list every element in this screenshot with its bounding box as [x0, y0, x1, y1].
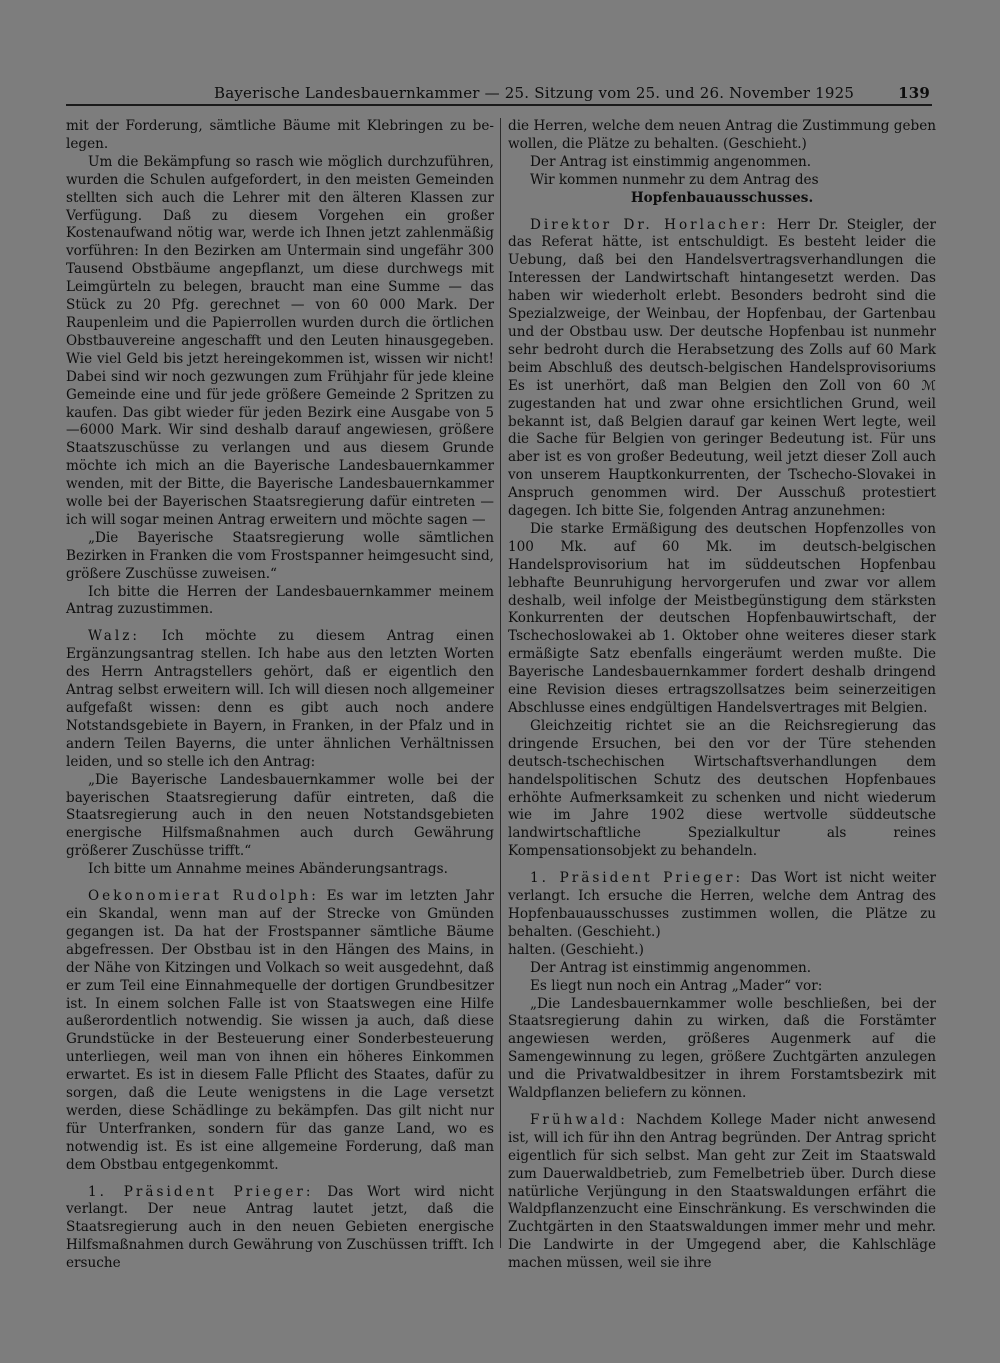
speech-walz — [66, 628, 494, 771]
speaker-name: 1. Präsident Prieger: — [88, 1183, 314, 1200]
running-header — [200, 84, 930, 106]
paragraph: Der Antrag ist einstimmig angenommen. — [530, 153, 812, 170]
speaker-name: Walz: — [88, 628, 140, 645]
quoted-motion: „Die Landesbauernkammer wolle beschließen, bei der Staatsregierung dahin zu wirken, daß die Forstämter angewiesen werden, größeres Augenmerk auf die Samengewinnung zu legen, größere Zuchtgärten anzulegen und die Privatwaldbesitzer in ihrem Forstamtsbezirk mit Waldpflanzen beliefern zu können. — [508, 995, 936, 1102]
paragraph: halten. (Geschieht.) — [508, 941, 644, 958]
left-column — [66, 118, 494, 1273]
page-number: 139 — [898, 84, 930, 102]
right-column — [508, 118, 936, 1273]
section-heading: Hopfenbauausschusses. — [630, 189, 814, 206]
speaker-name: Direktor Dr. Horlacher: — [530, 216, 769, 233]
header-rule — [66, 104, 932, 106]
speech-horlacher — [508, 217, 936, 521]
speaker-name: Oekonomierat Rudolph: — [88, 888, 319, 905]
paragraph: Der Antrag ist einstimmig angenommen. — [530, 959, 812, 976]
speech-text: Nachdem Kollege Mader nicht anwesend ist, will ich für ihn den Antrag begründen. Der Antrag spricht eigentlich für sich selbst. Man geht zur Zeit im Staatswald zum Dauerwaldbetrieb, zum Femelbetrieb über. Durch diese natürliche Verjüngung in den Staatswaldungen erfährt die Waldpflanzenzucht eine Einschränkung. Es verschwinden die Zuchtgärten in den Staatswaldungen immer mehr und mehr. Die Landwirte in der Umgegend aber, die Kahlschläge machen müssen, weil sie ihre — [508, 1111, 937, 1272]
quoted-motion: Gleichzeitig richtet sie an die Reichsregierung das dringende Ersuchen, bei den vor der Türe stehenden deutsch-tschechischen Wirtschaftsverhandlungen dem handelspolitischen Schutz des deutschen Hopfenbaues erhöhte Aufmerksamkeit zu schenken und nicht wiederum wie im Jahre 1902 diese wertvolle süddeutsche landwirtschaftliche Spezialkultur als reines Kompensationsobjekt zu behandeln. — [508, 717, 936, 860]
speaker-name: 1. Präsident Prieger: — [530, 870, 744, 887]
quoted-motion: „Die Bayerische Landesbauernkammer wolle bei der bayerischen Staatsregierung dafür eintreten, daß die Staatsregierung auch in den neuen Notstandsgebieten energische Hilfsmaßnahmen auch durch Gewährung größerer Zuschüsse trifft.“ — [66, 771, 494, 860]
paragraph: die Herren, welche dem neuen Antrag die Zustimmung geben wollen, die Plätze zu behalten. (Geschieht.) — [508, 118, 936, 152]
speech-text: Das Wort wird nicht verlangt. Der neue Antrag lautet jetzt, daß die Staatsregierung auch in den neuen Gebieten energische Hilfsmaßnahmen durch Gewährung von Zuschüssen trifft. Ich ersuche — [66, 1183, 494, 1272]
paragraph: Ich bitte die Herren der Landesbauernkammer meinem Antrag zuzustimmen. — [66, 583, 494, 618]
speech-prieger — [66, 1184, 494, 1274]
speech-text: Herr Dr. Steigler, der das Referat hätte, ist entschuldigt. Es besteht leider die Uebung, daß bei den Handelsvertragsverhandlungen die Interessen der Landwirtschaft hintangesetzt werden. Das haben wir wiederholt erlebt. Besonders bedroht sind die Spezialzweige, der Weinbau, der Hopfenbau, der Gartenbau und der Obstbau usw. Der deutsche Hopfenbau ist nunmehr sehr bedroht durch die Herabsetzung des Zolls auf 60 Mark beim Abschluß des deutsch-belgischen Handelsprovisoriums Es ist unerhört, daß man Belgien den Zoll von 60 ℳ zugestanden hat und zwar ohne ersichtlichen Grund, weil bekannt ist, daß Belgien darauf gar keinen Wert legte, weil die Sache für Belgien von geringer Bedeutung ist. Für uns aber ist es von großer Bedeutung, weil jetzt dieser Zoll auch von unserem Hauptkonkurrenten, der Tschecho-Slovakei in Anspruch genommen wird. Der Ausschuß protestiert dagegen. Ich bitte Sie, folgenden Antrag anzunehmen: — [508, 216, 936, 520]
quoted-motion: „Die Bayerische Staatsregierung wolle sämtlichen Bezirken in Franken die vom Frostspanner heimgesucht sind, größere Zuschüsse zuweisen.“ — [66, 529, 494, 582]
header-title: Bayerische Landesbauernkammer — 25. Sitzung vom 25. und 26. November 1925 — [214, 84, 855, 102]
speech-text: Es war im letzten Jahr ein Skandal, wenn man auf der Strecke von Gmünden gegangen ist. Da hat der Frostspanner sämtliche Bäume abgefressen. Der Obstbau ist in den Hängen des Mains, in der Nähe von Kitzingen und Volkach so weit ausgedehnt, daß er zum Teil eine Einnahmequelle der dortigen Grundbesitzer ist. In einem solchen Falle ist von Staatswegen eine Hilfe außerordentlich notwendig. Sie wissen ja auch, daß diese Grundstücke in der Besteuerung einer Sonderbesteuerung unterliegen, weil man von ihnen ein höheres Einkommen erwartet. Es ist in diesem Falle Pflicht des Staates, dafür zu sorgen, daß die Leute wenigstens in die Lage versetzt werden, diese Schädlinge zu bekämpfen. Das gilt nicht nur für Unterfranken, sondern für das ganze Land, wo es notwendig ist. Es ist eine allgemeine Forderung, daß man dem Obstbau entgegenkommt. — [66, 888, 494, 1173]
speech-text: Ich möchte zu diesem Antrag einen Ergänzungsantrag stellen. Ich habe aus den letzten Worten des Herrn Antragstellers gehört, daß er eigentlich den Antrag selbst erweitern will. Ich will diesen noch allgemeiner aufgefaßt wissen: denn es gibt auch noch andere Notstandsgebiete in Bayern, in Franken, in der Pfalz und in andern Teilen Bayerns, die unter ähnlichen Verhältnissen leiden, und so stelle ich den Antrag: — [66, 628, 494, 770]
quoted-motion: Die starke Ermäßigung des deutschen Hopfenzolles von 100 Mk. auf 60 Mk. im deutsch-belgischen Handelsprovisorium hat im süddeutschen Hopfenbau lebhafte Beunruhigung hervorgerufen und zwar vor allem deshalb, weil infolge der Meistbegünstigung dem stärksten Konkurrenten der deutschen Hopfenbauwirtschaft, der Tschechoslowakei ab 1. Oktober ohne weiteres dieser stark ermäßigte Satz ebenfalls eingeräumt werden mußte. Die Bayerische Landesbauernkammer fordert deshalb dringend eine Revision dieses ertragszollsatzes beim seinerzeitigen Abschlusse eines endgültigen Handelsvertrages mit Belgien. — [508, 520, 936, 716]
paragraph: Um die Bekämpfung so rasch wie möglich durchzuführen, wurden die Schulen aufgefordert, in den meisten Gemeinden stellten sich auch die Lehrer mit den älteren Klassen zur Verfügung. Daß zu diesem Vorgehen ein großer Kostenaufwand nötig war, werde ich Ihnen jetzt zahlenmäßig vorführen: In den Bezirken am Untermain sind ungefähr 300 Tausend Obstbäume angepflanzt, um diese durchwegs mit Leimgürteln zu belegen, braucht man eine Summe — das Stück zu 20 Pfg. gerechnet — von 60 000 Mark. Der Raupenleim und die Papierrollen wurden durch die örtlichen Obstbauvereine angeschafft und den Leuten hinausgegeben. Wie viel Geld bis jetzt hereingekommen ist, wissen wir nicht! Dabei sind wir noch gezwungen zum Frühjahr für jede kleine Gemeinde eine und für jede größere Gemeinde 2 Spritzen zu kaufen. Das gibt wieder für jeden Bezirk eine Ausgabe von 5—6000 Mark. Wir sind deshalb darauf angewiesen, größere Staatszuschüsse zu verlangen und aus diesem Grunde möchte ich mich an die Bayerische Landesbauernkammer wenden, mit der Bitte, die Bayerische Landesbauernkammer wolle bei der Bayerischen Staatsregierung dafür eintreten — ich will sogar meinen Antrag erweitern und möchte sagen — — [66, 153, 494, 528]
speech-rudolph — [66, 888, 494, 1175]
speech-prieger — [508, 870, 936, 942]
paragraph: mit der Forderung, sämtliche Bäume mit Klebringen zu be-legen. — [66, 118, 494, 152]
speech-text: Das Wort ist nicht weiter verlangt. Ich ersuche die Herren, welche dem Antrag des Hopfenbauausschusses zustimmen wollen, die Plätze zu behalten. (Geschieht.) — [508, 870, 937, 940]
column-divider — [500, 118, 501, 1248]
paragraph: Es liegt nun noch ein Antrag „Mader“ vor: — [530, 977, 823, 994]
speaker-name: Frühwald: — [530, 1111, 628, 1128]
speech-fruehwald — [508, 1112, 936, 1273]
paragraph: Ich bitte um Annahme meines Abänderungsantrags. — [88, 861, 448, 878]
paragraph: Wir kommen nunmehr zu dem Antrag des — [530, 171, 819, 188]
